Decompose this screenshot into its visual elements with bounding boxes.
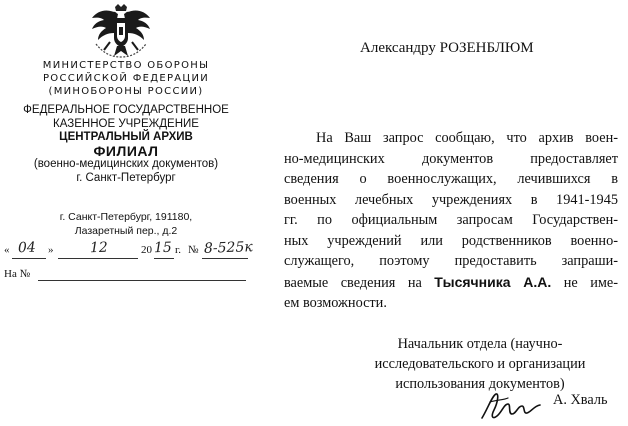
number-underline xyxy=(202,258,248,259)
archive-line: КАЗЕННОЕ УЧРЕЖДЕНИЕ xyxy=(53,117,199,130)
signatory-title-line: Начальник отдела (научно- xyxy=(397,336,563,352)
registration-year: 15 xyxy=(153,239,173,257)
archive-line: ФЕДЕРАЛЬНОЕ ГОСУДАРСТВЕННОЕ xyxy=(23,104,229,116)
registration-month: 12 xyxy=(89,239,109,257)
registration-day: 04 xyxy=(17,239,37,257)
body-line: военных лечебных учреждениях в 1941-1945 xyxy=(284,191,618,208)
reply-label: На № xyxy=(4,268,31,280)
body-line: ем возможности. xyxy=(284,295,387,311)
branch-title: ФИЛИАЛ xyxy=(93,142,159,159)
signatory-title-line: использования документов) xyxy=(395,376,565,392)
archive-address xyxy=(4,210,248,238)
open-quote: « xyxy=(4,244,10,256)
reply-underline xyxy=(38,280,246,281)
close-quote: » xyxy=(48,244,54,256)
body-line: ных учреждений или родственников военно- xyxy=(284,232,618,249)
patient-name: Тысячника А.А. xyxy=(434,273,552,290)
archive-line: (военно-медицинских документов) xyxy=(33,158,219,170)
registration-number: 8-525к xyxy=(203,239,253,257)
body-line xyxy=(284,272,618,294)
signatory-title xyxy=(350,334,610,394)
signatory-title-line: исследовательского и организации xyxy=(374,356,586,372)
archive-city: г. Санкт-Петербург xyxy=(76,171,176,184)
year-prefix: 20 xyxy=(141,244,152,256)
address-line: Лазаретный пер., д.2 xyxy=(74,225,178,237)
letter-body xyxy=(284,128,618,314)
year-underline xyxy=(154,258,174,259)
year-label: г. xyxy=(175,244,182,256)
archive-line: ЦЕНТРАЛЬНЫЙ АРХИВ xyxy=(59,131,193,143)
body-line: служащего, поэтому предоставить запраши- xyxy=(284,253,618,269)
body-fragment: не имe- xyxy=(551,274,618,291)
body-line: но-медицинских документов предоставляет xyxy=(284,150,618,167)
addressee: Александру РОЗЕНБЛЮМ xyxy=(360,40,534,56)
ministry-line: (МИНОБОРОНЫ РОССИИ) xyxy=(48,86,204,97)
ministry-line: МИНИСТЕРСТВО ОБОРОНЫ xyxy=(42,60,210,71)
address-line: г. Санкт-Петербург, 191180, xyxy=(59,211,193,223)
handwritten-signature-icon xyxy=(478,388,548,424)
body-line: На Ваш запрос сообщаю, что архив воен- xyxy=(316,130,618,146)
body-line: гг. по официальным запросам Государствен- xyxy=(284,212,618,228)
number-label: № xyxy=(188,244,199,256)
archive-name xyxy=(4,104,248,185)
signer-name: А. Хваль xyxy=(553,392,608,408)
double-headed-eagle-emblem-icon xyxy=(90,4,152,58)
ministry-name xyxy=(4,59,248,98)
month-underline xyxy=(58,258,138,259)
reply-reference-line xyxy=(4,268,248,284)
body-fragment: ваемые сведения на xyxy=(284,274,435,291)
body-line: сведения о военнослужащих, лечившихся в xyxy=(284,171,618,187)
ministry-line: РОССИЙСКОЙ ФЕДЕРАЦИИ xyxy=(42,73,210,84)
day-underline xyxy=(12,258,46,259)
registration-line xyxy=(4,238,253,264)
